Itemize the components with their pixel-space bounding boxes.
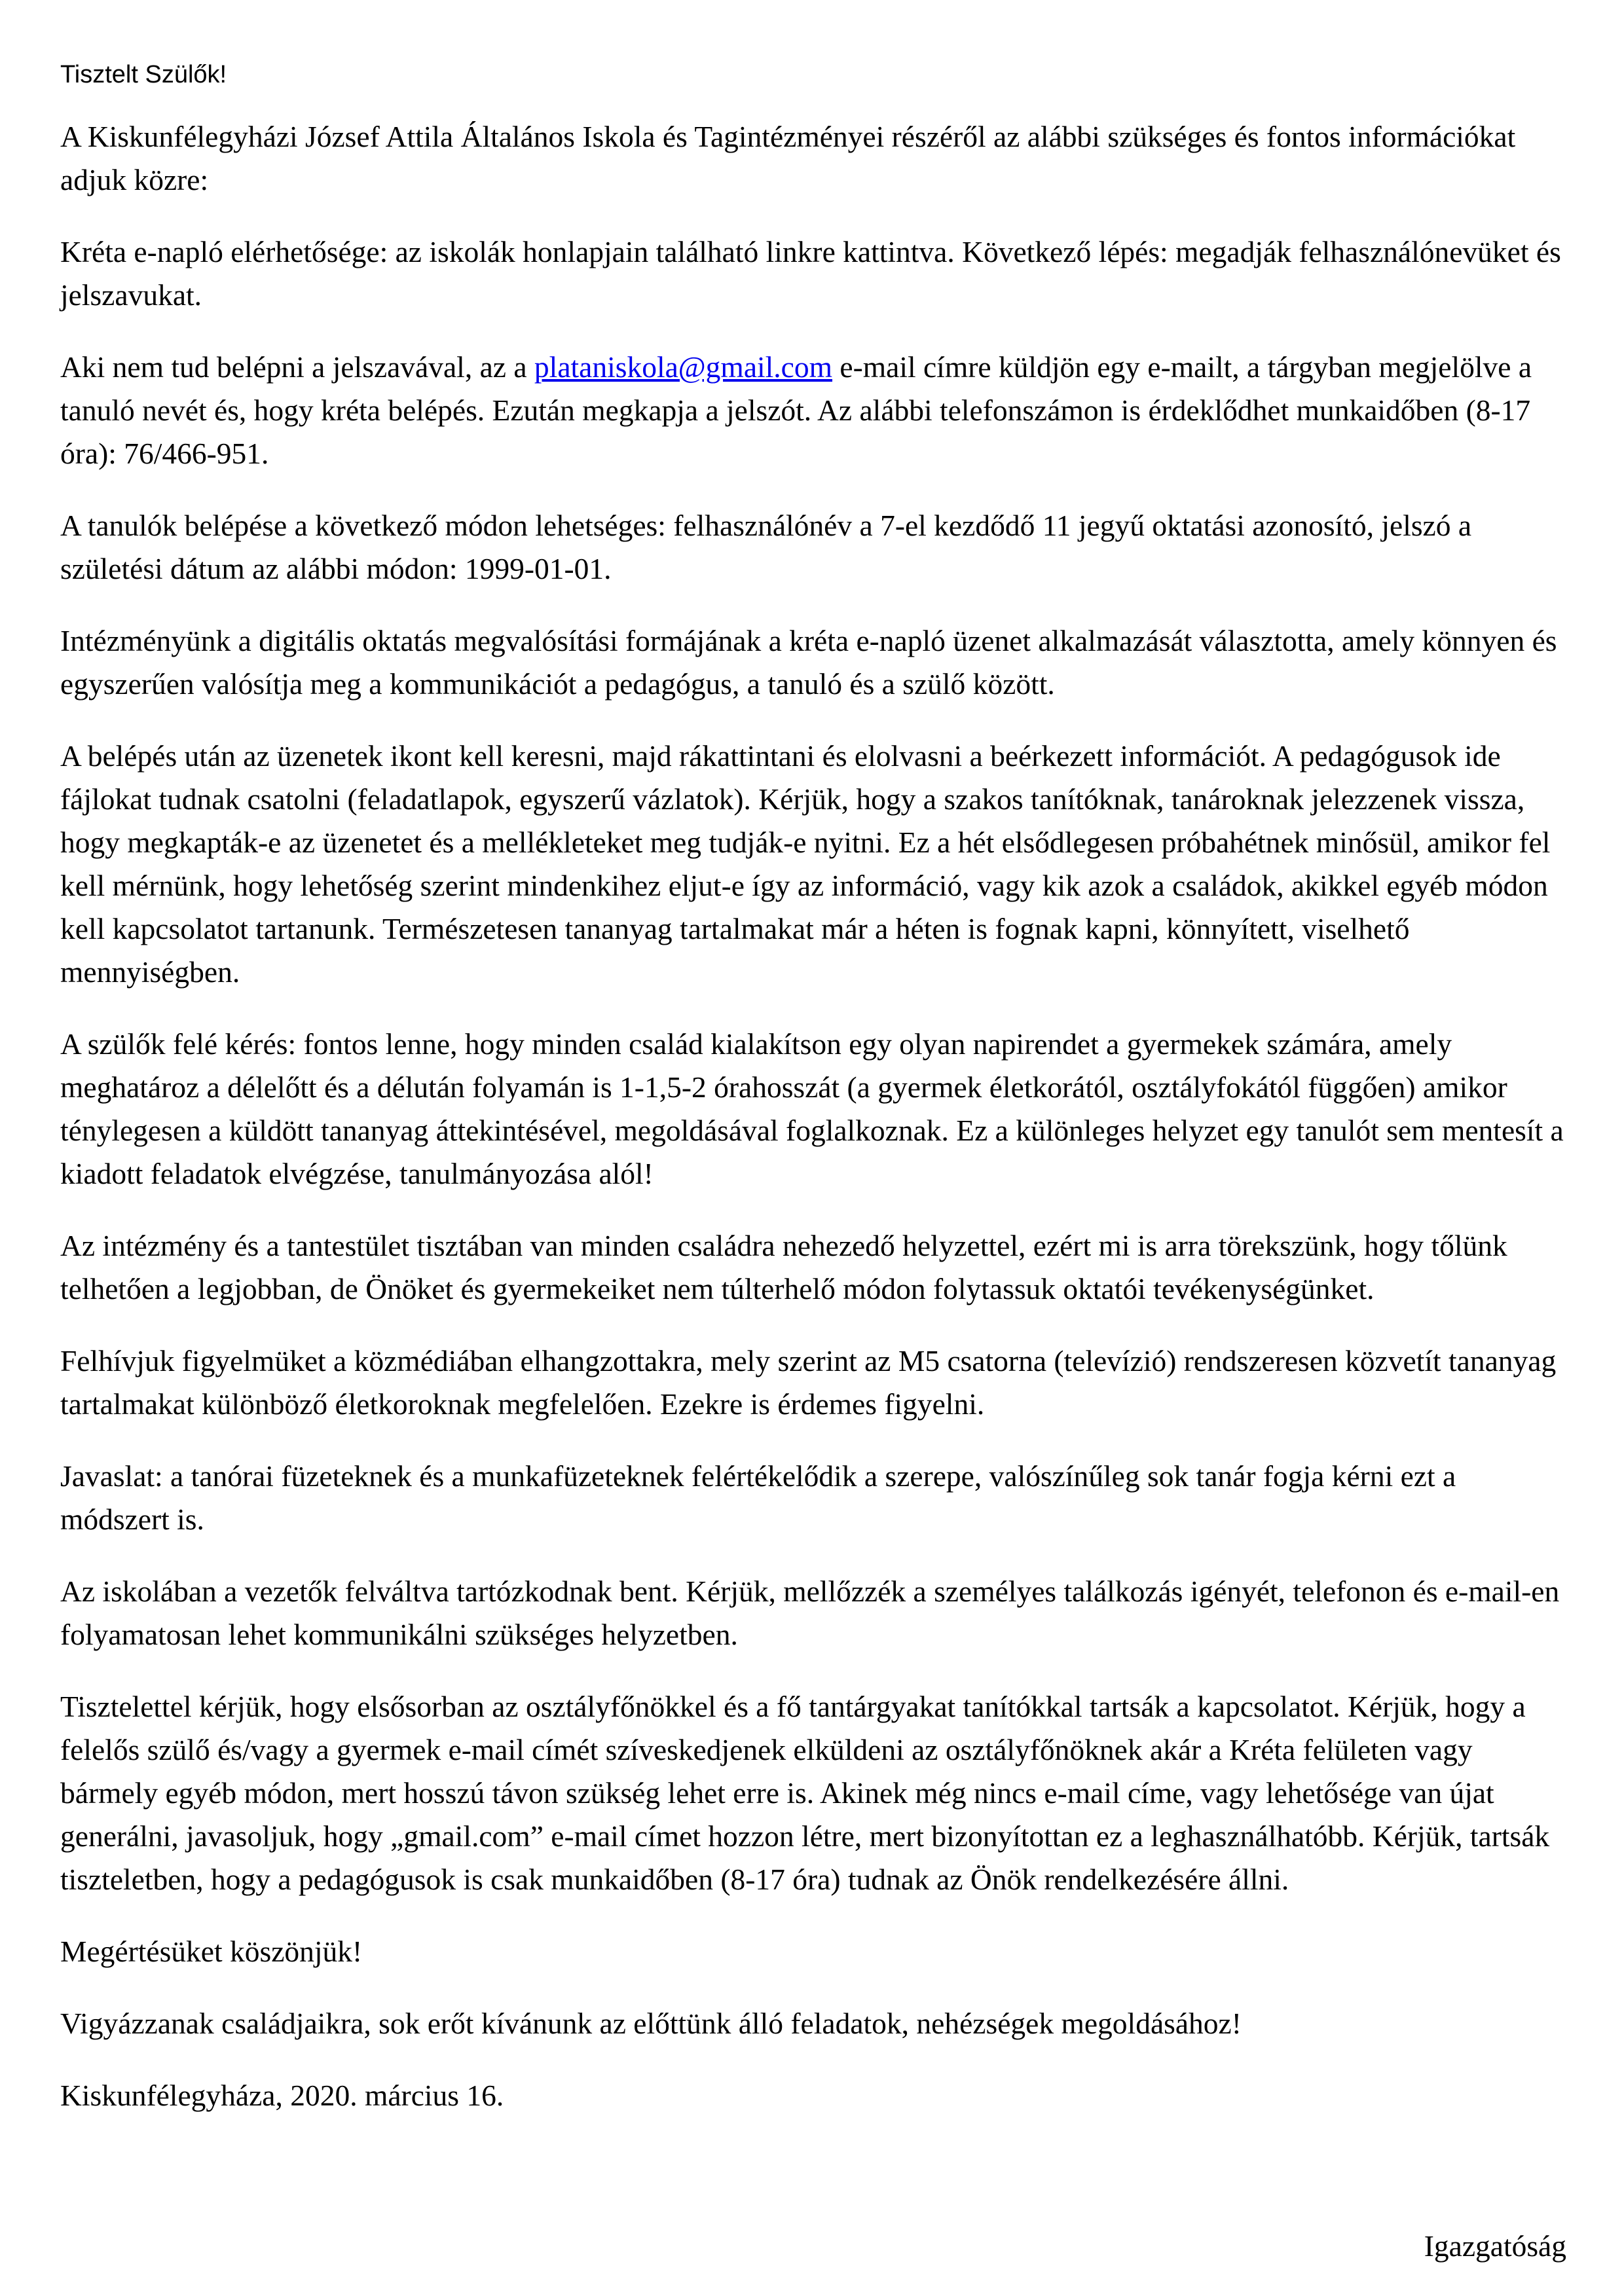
wishes-line: Vigyázzanak családjaikra, sok erőt kívánunk az előttünk álló feladatok, nehézségek megoldásához! [60,2007,1242,2040]
digital-education-paragraph: Intézményünk a digitális oktatás megvalósítási formájának a kréta e-napló üzenet alkalmazását választotta, amely könnyen és egyszerűen valósítja meg a kommunikációt a pedagógus, a tanuló és a szülő között. [60,624,1557,701]
parents-request-paragraph: A szülők felé kérés: fontos lenne, hogy minden család kialakítson egy olyan napirendet a gyermekek számára, amely meghatároz a délelőtt és a délután folyamán is 1-1,5-2 órahosszát (a gyermek életkorától, osztályfokától függően) amikor ténylegesen a küldött tananyag áttekintésével, megoldásával foglalkoznak. Ez a különleges helyzet egy tanulót sem mentesít a kiadott feladatok elvégzése, tanulmányozása alól! [60,1027,1564,1190]
leaders-note-paragraph: Az iskolában a vezetők felváltva tartózkodnak bent. Kérjük, mellőzzék a személyes találkozás igényét, telefonon és e-mail-en folyamatosan lehet kommunikálni szükséges helyzetben. [60,1575,1560,1651]
contact-request-paragraph: Tisztelettel kérjük, hogy elsősorban az osztályfőnökkel és a fő tantárgyakat tanítókkal tartsák a kapcsolatot. Kérjük, hogy a felelős szülő és/vagy a gyermek e-mail címét szíveskedjenek elküldeni az osztályfőnöknek akár a Kréta felületen vagy bármely egyéb módon, mert hosszú távon szükség lehet erre is. Akinek még nincs e-mail címe, vagy lehetősége van újat generálni, javasoljuk, hogy „gmail.com” e-mail címet hozzon létre, mert bizonyítottan ez a leghasználhatóbb. Kérjük, tartsák tiszteletben, hogy a pedagógusok is csak munkaidőben (8-17 óra) tudnak az Önök rendelkezésére állni. [60,1690,1550,1896]
messages-info-paragraph: A belépés után az üzenetek ikont kell keresni, majd rákattintani és elolvasni a beérkezett információt. A pedagógusok ide fájlokat tudnak csatolni (feladatlapok, egyszerű vázlatok). Kérjük, hogy a szakos tanítóknak, tanároknak jelezzenek vissza, hogy megkapták-e az üzenetet és a mellékleteket meg tudják-e nyitni. Ez a hét elsődlegesen próbahétnek minősül, amikor fel kell mérnünk, hogy lehetőség szerint mindenkihez eljut-e így az információ, vagy kik azok a családok, akikkel egyéb módon kell kapcsolatot tartanunk. Természetesen tananyag tartalmakat már a héten is fognak kapni, könnyített, viselhető mennyiségben. [60,739,1551,989]
kreta-access-paragraph: Kréta e-napló elérhetősége: az iskolák honlapjain található linkre kattintva. Következő lépés: megadják felhasználónevüket és jelszavukat. [60,235,1561,312]
institution-note-paragraph: Az intézmény és a tantestület tisztában van minden családra nehezedő helyzettel, ezért mi is arra törekszünk, hogy tőlünk telhetően a legjobban, de Önöket és gyermekeiket nem túlterhelő módon folytassuk oktatói tevékenységünket. [60,1229,1507,1305]
intro-paragraph: A Kiskunfélegyházi József Attila Általános Iskola és Tagintézményei részéről az alábbi szükséges és fontos információkat adjuk közre: [60,120,1516,196]
student-login-paragraph: A tanulók belépése a következő módon lehetséges: felhasználónév a 7-el kezdődő 11 jegyű oktatási azonosító, jelszó a születési dátum az alábbi módon: 1999-01-01. [60,509,1472,585]
place-date-line: Kiskunfélegyháza, 2020. március 16. [60,2079,504,2112]
login-help-paragraph [60,346,1566,475]
thanks-line: Megértésüket köszönjük! [60,1935,363,1968]
greeting: Tisztelt Szülők! [60,61,227,88]
login-help-text-before: Aki nem tud belépni a jelszavával, az a [60,350,534,384]
login-help-text-after: e-mail címre küldjön egy e-mailt, a tárgyban megjelölve a tanuló nevét és, hogy kréta belépés. Ezután megkapja a jelszót. Az alábbi telefonszámon is érdeklődhet munkaidőben (8-17 óra): 76/466-951. [60,350,1532,470]
signature: Igazgatóság [1424,2229,1566,2263]
tv-note-paragraph: Felhívjuk figyelmüket a közmédiában elhangzottakra, mely szerint az M5 csatorna (televízió) rendszeresen közvetít tananyag tartalmakat különböző életkoroknak megfelelően. Ezekre is érdemes figyelni. [60,1344,1557,1421]
support-email-link[interactable]: plataniskola@gmail.com [534,350,833,384]
suggestion-paragraph: Javaslat: a tanórai füzeteknek és a munkafüzeteknek felértékelődik a szerepe, valószínűleg sok tanár fogja kérni ezt a módszert is. [60,1459,1456,1536]
